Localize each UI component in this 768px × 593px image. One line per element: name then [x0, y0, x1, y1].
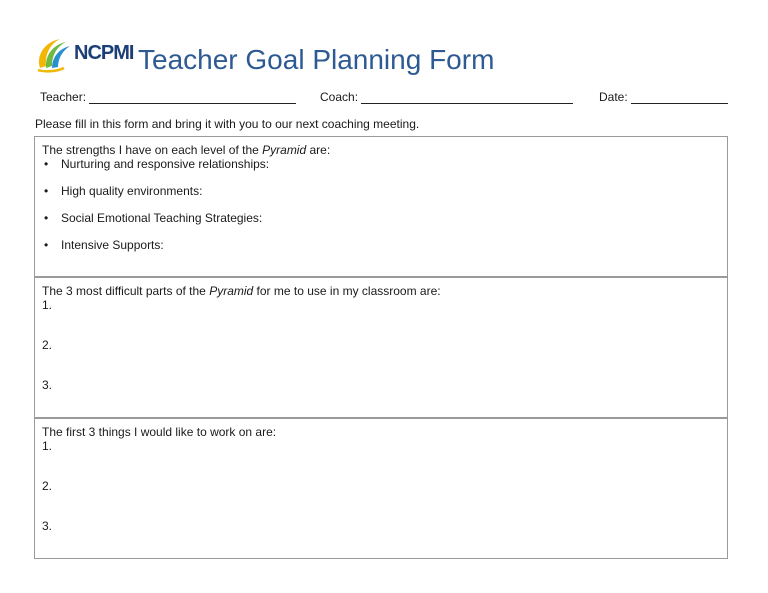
date-line[interactable] [631, 91, 728, 104]
strengths-list [42, 157, 720, 252]
heading-emphasis: Pyramid [209, 284, 254, 298]
goals-section[interactable] [34, 418, 728, 559]
logo-text: NCPMI [74, 42, 134, 64]
coach-field[interactable] [320, 90, 573, 104]
date-field[interactable] [599, 90, 728, 104]
list-item-label: Social Emotional Teaching Strategies: [61, 211, 263, 225]
coach-label: Coach: [320, 90, 359, 104]
list-item-label: Nurturing and responsive relationships: [61, 157, 270, 171]
list-item [42, 238, 720, 252]
heading-emphasis: Pyramid [262, 143, 307, 157]
teacher-field[interactable] [40, 90, 296, 104]
difficult-parts-list [42, 298, 720, 392]
list-item [42, 211, 720, 225]
coach-line[interactable] [361, 91, 573, 104]
list-item: 2. [42, 479, 53, 493]
page-title: Teacher Goal Planning Form [138, 44, 495, 75]
date-label: Date: [599, 90, 628, 104]
teacher-label: Teacher: [40, 90, 87, 104]
difficult-parts-section[interactable] [34, 277, 728, 418]
list-item: 3. [42, 519, 53, 533]
list-item-label: Intensive Supports: [61, 238, 164, 252]
heading-text: The strengths I have on each level of the [42, 143, 263, 157]
ncpmi-logo-icon [34, 34, 78, 74]
bullet-icon: • [44, 157, 49, 171]
heading-text: for me to use in my classroom are: [253, 284, 441, 298]
heading-text: are: [306, 143, 331, 157]
strengths-section[interactable] [34, 136, 728, 277]
bullet-icon: • [44, 211, 49, 225]
goals-heading: The first 3 things I would like to work on are: [42, 425, 277, 439]
list-item: 1. [42, 298, 53, 312]
list-item: 2. [42, 338, 53, 352]
list-item [42, 184, 720, 198]
bullet-icon: • [44, 184, 49, 198]
form-fields [40, 90, 730, 106]
teacher-line[interactable] [89, 91, 296, 104]
heading-text: The 3 most difficult parts of the [42, 284, 210, 298]
list-item: 1. [42, 439, 53, 453]
page-header [34, 32, 734, 78]
instructions-text: Please fill in this form and bring it with you to our next coaching meeting. [35, 117, 420, 131]
list-item-label: High quality environments: [61, 184, 203, 198]
list-item: 3. [42, 378, 53, 392]
strengths-heading [42, 143, 720, 157]
bullet-icon: • [44, 238, 49, 252]
difficult-parts-heading [42, 284, 720, 298]
goals-list [42, 439, 720, 533]
list-item [42, 157, 720, 171]
